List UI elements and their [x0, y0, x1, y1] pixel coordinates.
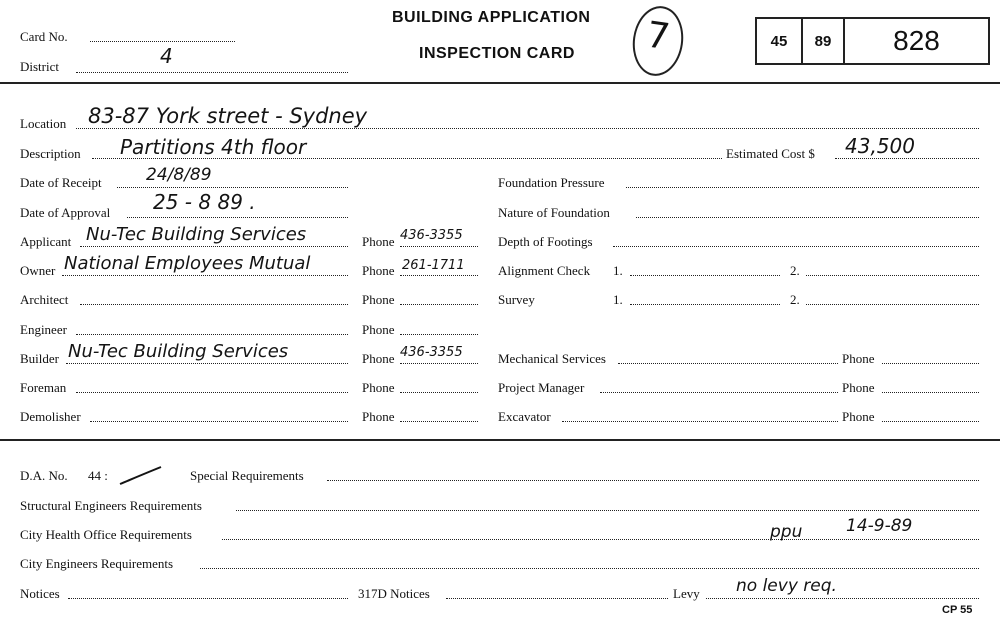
architect-label: Architect: [20, 292, 69, 307]
project-manager-phone-label: Phone: [842, 380, 875, 395]
alignment-check-2-label: 2.: [790, 263, 800, 278]
engineer-phone-field[interactable]: [400, 334, 478, 335]
applicant-value: Nu-Tec Building Services: [86, 224, 307, 245]
architect-phone-label: Phone: [362, 292, 395, 307]
depth-of-footings-label: Depth of Footings: [498, 234, 593, 249]
applicant-phone-value: 436-3355: [400, 228, 463, 243]
owner-phone-field[interactable]: [400, 275, 478, 276]
date-of-receipt-label: Date of Receipt: [20, 175, 102, 190]
survey-2-field[interactable]: [806, 304, 979, 305]
da-no-label: D.A. No.: [20, 468, 68, 483]
survey-1-field[interactable]: [630, 304, 780, 305]
estimated-cost-label: Estimated Cost $: [726, 146, 815, 161]
levy-field[interactable]: [706, 598, 979, 599]
city-health-date: 14-9-89: [846, 516, 913, 536]
card-no-label: Card No.: [20, 29, 68, 44]
engineer-label: Engineer: [20, 322, 67, 337]
excavator-label: Excavator: [498, 409, 551, 424]
levy-label: Levy: [673, 586, 700, 601]
excavator-phone-label: Phone: [842, 409, 875, 424]
da-no-check-mark: [118, 464, 164, 488]
foreman-label: Foreman: [20, 380, 67, 395]
excavator-phone-field[interactable]: [882, 421, 979, 422]
card-no-field[interactable]: [90, 41, 235, 42]
foundation-pressure-field[interactable]: [626, 187, 979, 188]
foreman-phone-label: Phone: [362, 380, 395, 395]
demolisher-label: Demolisher: [20, 409, 81, 424]
circled-mark-value: 7: [643, 14, 673, 59]
section-divider: [0, 439, 1000, 441]
city-engineers-label: City Engineers Requirements: [20, 556, 174, 571]
applicant-label: Applicant: [20, 234, 72, 249]
special-requirements-field[interactable]: [327, 480, 979, 481]
card-subtitle: INSPECTION CARD: [419, 45, 575, 62]
engineer-field[interactable]: [76, 334, 348, 335]
date-of-receipt-value: 24/8/89: [146, 165, 212, 185]
notices-label: Notices: [20, 586, 60, 601]
reference-number-box: [755, 17, 990, 65]
reference-left: 45: [757, 19, 803, 63]
form-code: CP 55: [942, 604, 973, 616]
district-field[interactable]: [76, 72, 348, 73]
engineer-phone-label: Phone: [362, 322, 395, 337]
location-value: 83-87 York street - Sydney: [88, 104, 368, 128]
owner-phone-label: Phone: [362, 263, 395, 278]
foundation-pressure-label: Foundation Pressure: [498, 175, 605, 190]
location-label: Location: [20, 116, 67, 131]
depth-of-footings-field[interactable]: [613, 246, 979, 247]
owner-value: National Employees Mutual: [64, 253, 311, 274]
project-manager-label: Project Manager: [498, 380, 585, 395]
excavator-field[interactable]: [562, 421, 838, 422]
da-no-value: 44 :: [88, 468, 108, 483]
estimated-cost-value: 43,500: [845, 134, 915, 158]
date-of-approval-field[interactable]: [127, 217, 348, 218]
reference-mid: 89: [803, 19, 845, 63]
builder-phone-field[interactable]: [400, 363, 478, 364]
demolisher-phone-field[interactable]: [400, 421, 478, 422]
city-health-label: City Health Office Requirements: [20, 527, 192, 542]
mechanical-services-phone-label: Phone: [842, 351, 875, 366]
survey-1-label: 1.: [613, 292, 623, 307]
district-label: District: [20, 59, 59, 74]
applicant-phone-field[interactable]: [400, 246, 478, 247]
structural-engineers-label: Structural Engineers Requirements: [20, 498, 202, 513]
owner-phone-value: 261-1711: [402, 258, 465, 273]
alignment-check-2-field[interactable]: [806, 275, 979, 276]
owner-field[interactable]: [62, 275, 348, 276]
project-manager-phone-field[interactable]: [882, 392, 979, 393]
reference-number: 828: [893, 25, 940, 56]
builder-field[interactable]: [66, 363, 348, 364]
architect-phone-field[interactable]: [400, 304, 478, 305]
nature-of-foundation-label: Nature of Foundation: [498, 205, 610, 220]
date-of-approval-value: 25 - 8 89 .: [153, 190, 256, 214]
owner-label: Owner: [20, 263, 56, 278]
alignment-check-1-label: 1.: [613, 263, 623, 278]
header-divider: [0, 82, 1000, 84]
survey-2-label: 2.: [790, 292, 800, 307]
foreman-field[interactable]: [76, 392, 348, 393]
special-requirements-label: Special Requirements: [190, 468, 304, 483]
mechanical-services-field[interactable]: [618, 363, 838, 364]
levy-value: no levy req.: [736, 576, 837, 596]
location-field[interactable]: [76, 128, 979, 129]
circled-mark: [628, 3, 687, 79]
date-of-approval-label: Date of Approval: [20, 205, 111, 220]
structural-engineers-field[interactable]: [236, 510, 979, 511]
survey-label: Survey: [498, 292, 535, 307]
alignment-check-1-field[interactable]: [630, 275, 780, 276]
district-value: 4: [160, 44, 173, 68]
architect-field[interactable]: [80, 304, 348, 305]
description-label: Description: [20, 146, 81, 161]
builder-label: Builder: [20, 351, 59, 366]
city-health-initials: ppu: [770, 522, 803, 542]
builder-phone-label: Phone: [362, 351, 395, 366]
city-engineers-field[interactable]: [200, 568, 979, 569]
mechanical-services-phone-field[interactable]: [882, 363, 979, 364]
demolisher-field[interactable]: [90, 421, 348, 422]
demolisher-phone-label: Phone: [362, 409, 395, 424]
builder-phone-value: 436-3355: [400, 345, 463, 360]
project-manager-field[interactable]: [600, 392, 838, 393]
date-of-receipt-field[interactable]: [117, 187, 348, 188]
nature-of-foundation-field[interactable]: [636, 217, 979, 218]
alignment-check-label: Alignment Check: [498, 263, 591, 278]
mechanical-services-label: Mechanical Services: [498, 351, 606, 366]
city-health-field[interactable]: [222, 539, 979, 540]
notices-317d-label: 317D Notices: [358, 586, 430, 601]
description-value: Partitions 4th floor: [120, 135, 307, 159]
applicant-field[interactable]: [80, 246, 348, 247]
estimated-cost-field[interactable]: [835, 158, 979, 159]
notices-317d-field[interactable]: [446, 598, 668, 599]
foreman-phone-field[interactable]: [400, 392, 478, 393]
applicant-phone-label: Phone: [362, 234, 395, 249]
card-title: BUILDING APPLICATION: [392, 9, 591, 26]
builder-value: Nu-Tec Building Services: [68, 341, 289, 362]
notices-field[interactable]: [68, 598, 348, 599]
